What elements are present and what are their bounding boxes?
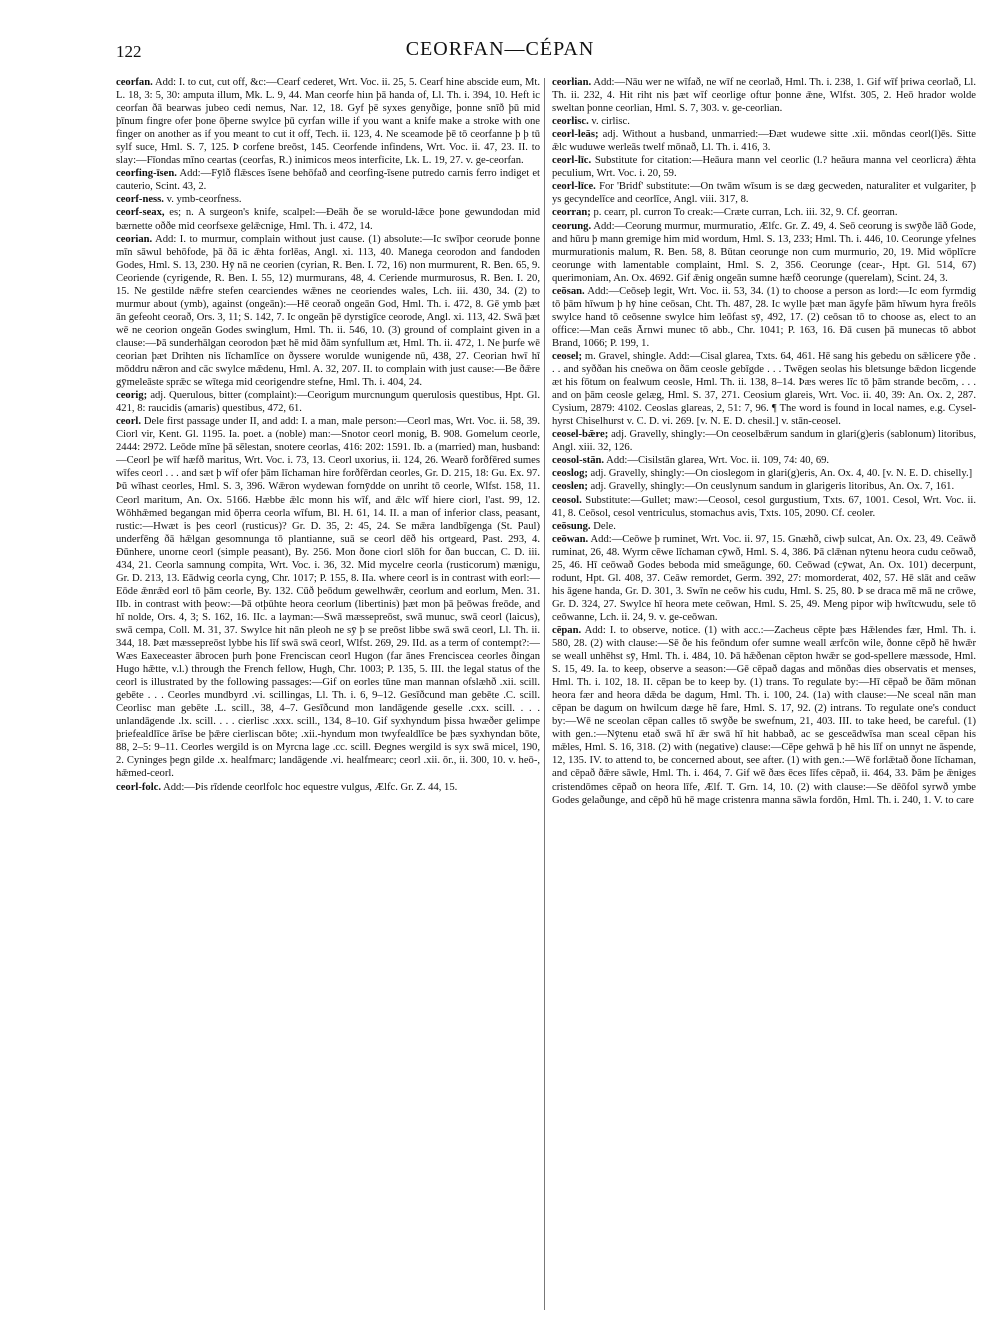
- dictionary-entry: [552, 115, 976, 128]
- entry-body: Add:—Ceōwe þ ruminet, Wrt. Voc. ii. 97, 15. Gnæhð, ciwþ sulcat, An. Ox. 23, 49. Ceāwð ruminat, 26, 48. Wyrm cēwe līchaman cȳwð, Hml. S. 4, 386. Þā clǣnan nȳtenu heora cudu ceōwað, 25, 46. Hī ceōwað Godes beboda mid smeāgunge, 60. Ceōwad (cȳwat, An. Ox. 101) decerpunt, rodunt, Hpt. Gl. 408, 37. Ceāw remordet, Germ. 392, 27: momorderat, 402, 57. Hē slāt and ceāw his āgene handa, Gr. D. 301, 3. Swīn ne ceōw his cudu, Hml. S. 25, 80. Þ se draca mē mā ne crōwe, Gr. D. 324, 27. Swylce hī heora mete ceōwan, Hml. S. 25, 49. Meng pipor wiþ hwītcwudu, sele tō ceōwanne, Lch. ii. 24, 9. v. ge-ceōwan.: [552, 533, 976, 623]
- dictionary-entry: [116, 206, 540, 232]
- entry-headword: ceosol-stān.: [552, 455, 605, 467]
- entry-headword: ceorl-līce.: [552, 181, 596, 193]
- dictionary-entry: [552, 480, 976, 493]
- entry-body: Add: I. to cut, cut off, &c:—Cearf cederet, Wrt. Voc. ii. 25, 5. Cearf hine abscide eum, Mt. L. 18, 3: 5, 30: amputa illum, Mk. L. 9, 44. Man ceorfe hiın þā handa of, Ll. Th. i. 394, 10. Heft ic ceorfan ðā bearwas jubeo cedi nemus, Nar. 12, 18. Gyf þē syxes genyðige, þonne snīð þū mid þīnum fingre ofer þone ōþerne swylce þū cyrfan wille if you want a knife make a stroke with one finger on another as if you meant to cut it off, Tech. ii. 123, 4. Ne sceamode þē tō ceorfanne þ þ tū sylf suce, Hml. S. 7, 125. Þ corfene breōst, 145. Ceorfende infindens, Wrt. Voc. ii. 47, 23. II. to slay:—Fīondas mīno ceartas (ceorfas, R.) inimicos meos interficite, Lk. L. 19, 27. v. ge-ceorfan.: [116, 77, 540, 167]
- entry-headword: cēpan.: [552, 624, 582, 636]
- page-number: 122: [116, 42, 142, 61]
- entry-body: Add: I. to observe, notice. (1) with acc.:—Zacheus cēpte þæs Hǣlendes fær, Hml. Th. i. 580, 28. (2) with clause:—Sē ðe his feōndum ofer sumne weall ærfcōn wile, ðonne cēpð hē hwǣr se weall unhēhst sȳ, Hml. Th. i. 484, 10. Þā hǣðenan cēpton hwǣr se god-spellere mæssode, Hml. S. 15, 49. Ia. to keep, observe a season:—Gē cēpað dagas and mōnðas dies observatis et menses, Hml. Th. i. 102, 18. II. cēpan be to keep by. (1) trans. To regulate by:—Hī cēpað be ðām mōnan heora fær and heora dǣda be dagum, Hml. Th. i. 100, 24. (1a) with clause:—Ne sceal nān man cēpan be dagum on hwilcum dæge hē fare, Hml. S. 17, 92. (2) intrans. To regulate one's conduct by:—Wē ne sceolan cēpan calles tō swȳðe be swefnum, 21, 403. III. to take heed, be careful. (1) with gen.:—Nȳtenu etað swā hī ǣr swā hī hit habbað, ac se gesceādwīsa man sceal cēpan his mǣles, Hml. S. 16, 318. (2) with (negative) clause:—Cēpe gehwā þ hē his līf on unnyt ne āspende, 12, 135. IV. to attend to, be concerned about, see after. (1) with gen.:—Wē forlǣtað ðone līchaman, and cēpað ðǣre sāwle, Hml. Th. i. 464, 7. Gif wē ðæs ēces līfes cēpað, ii. 464, 33. Þām þe ǣniges cristendōmes cēpað on heora līfe, Ælf. T. Grn. 14, 10. (2) with clause:—Se dēōfol syrwð ymbe Godes gelaðunge, and cēpð hū hē mage cristenra manna sāwla fordōn, Hml. Th. i. 240, 1. V. to care: [552, 624, 976, 806]
- entry-body: v. ymb-ceorfness.: [166, 194, 242, 206]
- dictionary-entry: [552, 454, 976, 467]
- entry-headword: ceosel;: [552, 350, 582, 362]
- dictionary-entry: [116, 167, 540, 193]
- entry-body: Add:—Cisilstān glarea, Wrt. Voc. ii. 109, 74: 40, 69.: [606, 455, 830, 467]
- dictionary-entry: [552, 206, 976, 219]
- dictionary-entry: [552, 76, 976, 115]
- left-column: [116, 76, 540, 1312]
- right-column: [552, 76, 976, 1312]
- entry-headword: ceosol.: [552, 494, 582, 506]
- entry-headword: ceorlian.: [552, 77, 592, 88]
- entry-body: Dele first passage under II, and add: I. a man, male person:—Ceorl mas, Wrt. Voc. ii. 58, 39. Ciorl vir, Kent. Gl. 1195. Ia. poet. a (noble) man:—Snotor ceorl monig, B. 908. Gomelum ceorle, 2444: 2972. Leōde mīne þā sēlestan, snotere ceorlas, 416: 202: 1591. Ib. a (married) man, husband:—Ceorl þe wīf hæfð maritus, Wrt. Voc. i. 73, 13. Ceorl uxorius, ii. 124, 26. Wearð forðfēred sumes wīfes ceorl . . . and sæt þ wīf ofer þām līchaman hire forðfērdan ceorles, Gr. D. 215, 18: Gu. Ex. 97. Þū wīhast ceorles, Hml. S. 3, 396. Wǣron wydewan fornȳdde on unriht tō ceorle, Wlfst. 158, 11. Ceorl maritum, An. Ox. 5166. Hæbbe ǣlc monn his wīf, and ǣlc wīf hiere ciorl, l'ast. 99, 12. Wōhhǣmed begangan mid ōþerra ceorla wīfum, Bl. H. 61, 14. II. a man of inferior class, peasant, rustic:—Hwæt is þes ceorl (rusticus)? Gr. D. 35, 2: 45, 24. Se mǣra landbīgenga (St. Paul) underfēng ðā hǣlgan gesomnunga tō plantianne, suā se ceorl dēð his ortgeard, Past. 293, 4. Ðūnhere, unorne ceorl (simple peasant), By. 256. Mon ðone ciorl slōh for ðan buccan, C. D. iii. 434, 21. Ceorla samnung compita, Wrt. Voc. i. 36, 32. Mid mycelre ceorla (rusticorum) mænigu, Gr. D. 213, 13. Eādwig ceorla cyng, Chr. 1017; P. 155, 8. IIa. where ceorl is in contrast with eorl:—Eōde ǣnrǣd eorl tō þām ceorle, By. 132. Cūð þeōdum gewelhwǣr, ceorlum and eorlum, Men. 31. IIb. in contrast with þeow:—Þā otþūhte heora ceorlum (libertinis) þæt mon þā þeōwas freōde, and hī nolde, Ors. 4, 3; S. 162, 16. IIc. a layman:—Swā mæssepreōst, swā munuc, swā ceorl (laicus), swā cempa, Coll. M. 31, 37. Swylce hit nān pleoh ne sȳ þ se preōst libbe swā swā ceorl, Ll. Th. ii. 344, 18. Þæt mæssepreōst lybbe his līf swā swā ceorl, Wlfst. 269, 29. IId. as a term of contempt?:—Wæs Eaxeceaster ābrocen þurh þone Frenciscan ceorl Hugon (far ānes Frenciscea ceorles ðingan Hugo hǣtte, v.l.) through the French fellow, Hugh, Chr. 1003; P. 135, 5. III. the legal status of the ceorl is illustrated by the following passages:—Gif on eorles tūne man mannan ofslæhð .xii. scill. gebēte . . . Ceorles mundbyrd .vi. scillingas, Ll. Th. i. 6, 9–12. Gesīðcund man gebēte .C. scill. Ceorlisc man gebēte .L. scill., 38, 4–7. Gesīðcund mon landāgende geselle .cxx. scill. . . . unlandāgende .lx. scill. . . . cierlisc .xxx. scill., 134, 8–10. Gif syxhyndum þissa hwæðer gelimpe þriefealdlīce ārīse be þǣre cierliscan bōte; .xii.-hyndum mon twyfealdlīce be þæs syxhyndan bōte, 88, 2–5: 9–11. Ceorles wergild is on Myrcna lage .cc. scill. Ðegnes wergild is syx swā micel, 190, 2. Cyninges þegn gilde .x. healfmarc; landāgende .vi. healfmearc; ceorl .xii. ōr., ii. 300, 10. v. heō-, hǣmed-ceorl.: [116, 416, 540, 780]
- entry-body: Dele.: [593, 520, 616, 532]
- entry-headword: ceosel-bǣre;: [552, 429, 609, 441]
- column-divider: [544, 78, 545, 1310]
- entry-headword: ceorl-līc.: [552, 155, 592, 167]
- entry-body: adj. Without a husband, unmarried:—Ðæt wudewe sitte .xii. mōndas ceorl(l)ēs. Sitte ǣlc wuduwe werleās twelf mōnað, Ll. Th. i. 416, 3.: [552, 129, 976, 154]
- dictionary-entry: [116, 389, 540, 415]
- dictionary-entry: [116, 193, 540, 206]
- entry-headword: ceorf-seax,: [116, 207, 165, 219]
- entry-headword: ceorl-folc.: [116, 781, 161, 793]
- entry-body: adj. Gravelly, shingly:—On ceoselbǣrum sandum in glari(g)eris (sablonum) litoribus, Angl. xiii. 32, 126.: [552, 429, 976, 454]
- dictionary-entry: [552, 285, 976, 350]
- dictionary-entry: [552, 494, 976, 520]
- entry-headword: ceoslog;: [552, 468, 588, 480]
- dictionary-entry: [116, 233, 540, 390]
- dictionary-entry: [552, 128, 976, 154]
- entry-headword: ceorran;: [552, 207, 591, 219]
- dictionary-entry: [116, 415, 540, 780]
- entry-body: es; n. A surgeon's knife, scalpel:—Ðeāh ðe se woruld-lǣce þone gewundodan mid bærnette oððe mid ceorfsexe gelǣcnige, Hml. Th. i. 472, 14.: [116, 207, 540, 232]
- entry-headword: ceorung.: [552, 220, 592, 232]
- entry-headword: ceorfan.: [116, 77, 153, 88]
- entry-headword: ceōwan.: [552, 533, 589, 545]
- entry-body: adj. Gravelly, shingly:—On cioslegom in glari(g)eris, An. Ox. 4, 40. [v. N. E. D. chiselly.]: [590, 468, 973, 480]
- entry-body: Substitute for citation:—Heāura mann vel ceorlic (l.? heāura manna vel ceorlicra) ǣhta peculium, Wrt. Voc. i. 20, 59.: [552, 155, 976, 180]
- entry-headword: ceorian.: [116, 233, 153, 245]
- dictionary-entry: [552, 428, 976, 454]
- dictionary-entry: [552, 154, 976, 180]
- entry-headword: ceorig;: [116, 390, 148, 402]
- entry-body: Substitute:—Gullet; maw:—Ceosol, cesol gurgustium, Txts. 67, 1001. Cesol, Wrt. Voc. ii. 41, 8. Ceōsol, cesol ventriculus, stomachus avis, Txts. 105, 2090. Cf. ceoler.: [552, 494, 976, 519]
- dictionary-entry: [552, 180, 976, 206]
- entry-body: Add:—Fȳlð flǣsces īsene behōfað and ceorfing-īsene putredo carnis ferro indiget et cauterio, Scint. 43, 2.: [116, 168, 540, 193]
- entry-body: Add:—Nāu wer ne wīfað, ne wīf ne ceorlað, Hml. Th. i. 238, 1. Gif wīf þriwa ceorlað, Ll. Th. ii. 232, 4. Hit riht nis þæt wīf ceorlige oftur þonne ǣne, Wlfst. 305, 2. Heō hrador wolde sweltan þonne ceorlian, Hml. S. 7, 303. v. ge-ceorlian.: [552, 77, 976, 115]
- entry-body: For 'Bridf' substitute:—On twām wīsum is se dæg gecweden, naturaliter et vulgariter, þ ys gecyndelīce and ceorlīce, Angl. viii. 317, 8.: [552, 181, 976, 206]
- entry-body: adj. Querulous, bitter (complaint):—Ceorigum murcnungum querulosis questibus, Hpt. Gl. 421, 8: raucidis (amaris) questibus, 472, 61.: [116, 390, 540, 415]
- entry-body: adj. Gravelly, shingly:—On ceuslynum sandum in glarigeris litoribus, An. Ox. 7, 161.: [590, 481, 955, 493]
- dictionary-entry: [116, 781, 540, 794]
- running-title: CEORFAN—CÉPAN: [405, 38, 595, 60]
- entry-headword: ceōsung.: [552, 520, 591, 532]
- entry-body: Add: I. to murmur, complain without just cause. (1) absolute:—Ic swīþor ceorude þonne mīn sāwul behōfode, þā ðā ic ǣhta forlēas, Angl. xi. 113, 40. Manega ceorodon and fandoden Godes, Hml. S. 13, 230. Hȳ nā ne ceorien (cyrian, R. Ben. I. 72, 16) non murmurent, R. Ben. 65, 9. Ceoriende (cyrigende, R. Ben. I. 55, 12) murmurans, 48, 4. Ceriende murmurosus, R. Ben. I. 20, 15. Ne gestilde nǣfre stefen cearciendes wǣnes ne ceoriendes wales, Lch. iii. 430, 34. (2) to murmur about (ymb), against (ongeān):—Hē ceorað ongeān God, Hml. Th. i. 472, 8. Gē ymb þæt ān gefeoht ceorað, Ors. 3, 11; S. 142, 7. Ic ongeān þē dyrstigīce ceorode, Angl. xi. 113, 42. Swā þæt wē ne ceorion ongeān Godes swinglum, Hml. Th. ii. 546, 10. (3) ground of complaint given in a clause:—Þā sunderhālgan ceorodon þæt hē mid ðām synfullum æt, Hml. Th. ii. 472, 1. Ne þurfe wē ceorian þæt Drihten nis līchamlīce on ðyssere worulde wunigende nū, 438, 27. Ceorian hwī hī mōddru nǣron and cāc swylce mǣdenu, Hml. A. 32, 207. II. to complain with just cause:—Be ðǣre gȳmeleāste sprǣc se wītega mid ceorigendre stefne, Hml. Th. i. 404, 24.: [116, 233, 540, 389]
- entry-headword: ceōsan.: [552, 285, 585, 297]
- entry-body: p. cearr, pl. curron To creak:—Cræte curran, Lch. iii. 32, 9. Cf. georran.: [593, 207, 898, 219]
- entry-headword: ceoslen;: [552, 481, 588, 493]
- entry-body: Add:—Ceorung murmur, murmuratio, Ælfc. Gr. Z. 49, 4. Seō ceorung is swȳðe lāð Gode, and hūru þ mann gremige him mid wordum, Hml. S. 13, 233; Hml. Th. i. 446, 10. Ceorunge yfelnes murmurationis malum, R. Ben. 58, 8. Būtan ceorunge non cum murmurio, 20, 19. Mid wōplīcre ceorunge with lamentable complaint, Hml. S. 2, 356. Ceorunge (cear-, Hpt. Gl. 514, 67) querimoniam, An. Ox. 4692. Gif ǣnig ongeān sumne hæfð ceorunge (querelam), Scint. 24, 3.: [552, 220, 976, 284]
- entry-body: v. cirlisc.: [591, 116, 630, 128]
- entry-body: Add:—Ceōseþ legit, Wrt. Voc. ii. 53, 34. (1) to choose a person as lord:—Ic eom fyrmdig tō þām hīwum þ hȳ hine ceōsan, Cht. Th. 487, 28. Ic wylle þæt man āgyfe þām hīwum hyra freōls swylce hand tō ceōsenne swylce him leōfast sȳ, 492, 17. (2) ceōsan tō to choose as, elect to an office:—Man ceās Ārnwi munec tō abb., Chr. 1041; P. 163, 16. Ðā cusen þā munecas tō abbot Brand, 1066; P. 199, 1.: [552, 285, 976, 349]
- dictionary-entry: [552, 220, 976, 285]
- entry-headword: ceorlisc.: [552, 116, 589, 128]
- entry-body: m. Gravel, shingle. Add:—Cisal glarea, Txts. 64, 461. Hē sang his gebedu on sǣlicere ȳðe . . . and syððan his cneōwa on ðām ceosle gebīgde . . . Twēgen seolas his bletsunge bǣdon licgende æt his fōtum on fealwum ceosle, Hml. Th. ii. 138, 8–14. Þæs weres līc tō þām strande becōm, . . . and on þām ceosle gelæg, Hml. S. 37, 271. Ceosium glareis, Wrt. Voc. ii. 40, 39: An. Ox. 2, 287. Cysium, 2879: 4102. Ceoslas glareas, 2, 51: 7, 96. ¶ The word is found in local names, e.g. Cysel-hyrst Chiselhurst v. C. D. vi. 269. [v. N. E. D. chesil.] v. stān-ceosel.: [552, 350, 976, 428]
- dictionary-entry: [552, 350, 976, 428]
- entry-headword: ceorl.: [116, 416, 141, 428]
- entry-headword: ceorf-ness.: [116, 194, 164, 206]
- entry-body: Add:—Þis rīdende ceorlfolc hoc equestre vulgus, Ælfc. Gr. Z. 44, 15.: [163, 781, 458, 793]
- entry-headword: ceorl-leās;: [552, 129, 599, 141]
- dictionary-entry: [552, 533, 976, 624]
- dictionary-entry: [116, 76, 540, 167]
- entry-headword: ceorfing-īsen.: [116, 168, 177, 180]
- dictionary-entry: [552, 467, 976, 480]
- dictionary-entry: [552, 520, 976, 533]
- dictionary-entry: [552, 624, 976, 807]
